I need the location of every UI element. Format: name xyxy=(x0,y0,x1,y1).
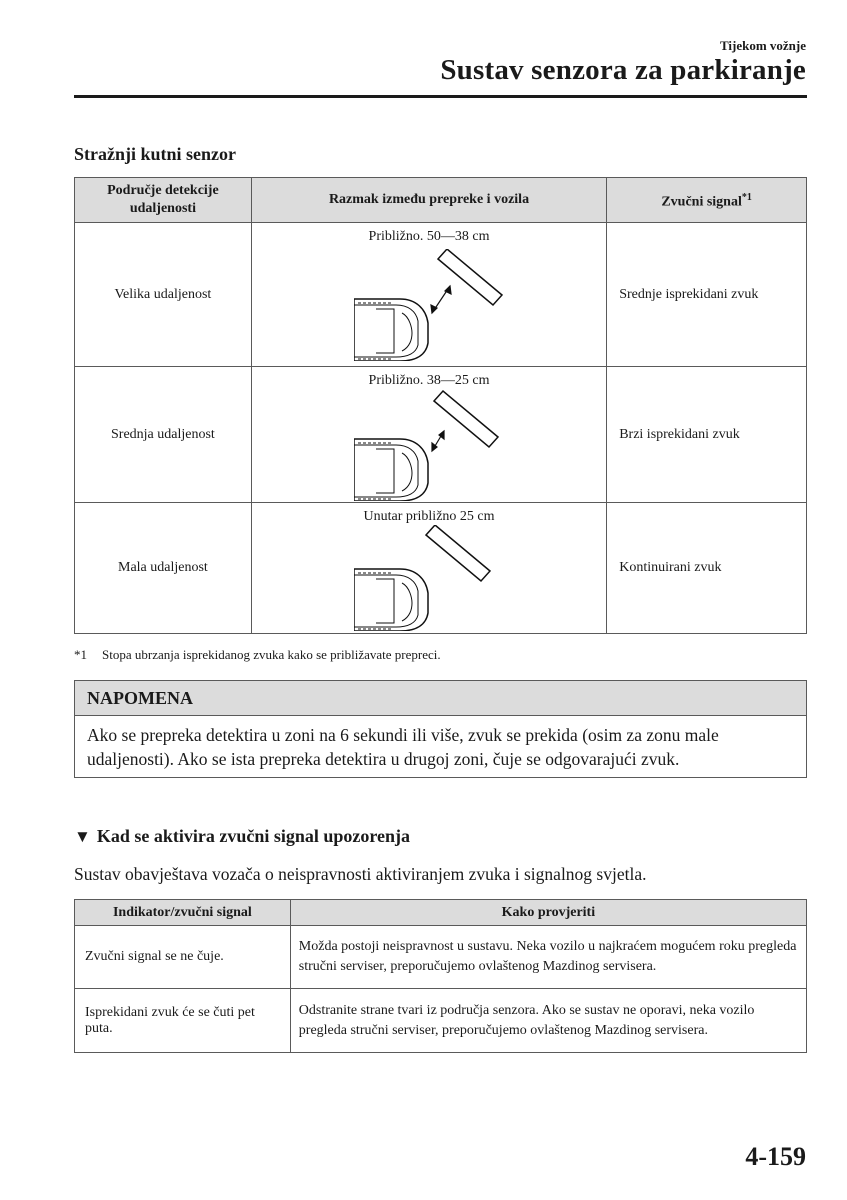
distance-label: Unutar približno 25 cm xyxy=(363,509,495,524)
indicator-cell: Isprekidani zvuk će se čuti pet puta. xyxy=(75,989,291,1053)
col-header-distance: Razmak između prepreke i vozila xyxy=(251,178,606,223)
check-cell: Možda postoji neispravnost u sustavu. Neka vozilo u najkraćem mogućem roku pregleda stručni serviser, preporučujemo ovlaštenog Mazdinog servisera. xyxy=(290,926,806,989)
subsection-heading xyxy=(74,826,410,847)
header-rule xyxy=(74,95,807,98)
col-header-signal-footnote-mark: *1 xyxy=(741,191,752,203)
col-header-zone: Područje detekcije udaljenosti xyxy=(75,178,252,223)
car-obstacle-diagram xyxy=(354,525,506,631)
col-header-signal xyxy=(607,178,807,223)
table-row xyxy=(75,926,807,989)
zone-cell: Velika udaljenost xyxy=(75,223,252,367)
zone-cell: Mala udaljenost xyxy=(75,503,252,634)
car-icon xyxy=(354,569,428,631)
distance-arrow-icon xyxy=(431,286,451,313)
obstacle-icon xyxy=(438,249,502,305)
section-heading: Stražnji kutni senzor xyxy=(74,144,236,164)
distance-arrow-icon xyxy=(432,431,444,451)
car-obstacle-diagram xyxy=(354,249,506,361)
table-row xyxy=(75,223,807,367)
triangle-bullet-icon: ▼ xyxy=(74,827,91,846)
check-table-header xyxy=(75,900,807,926)
car-icon xyxy=(354,299,428,361)
subsection-heading-text: Kad se aktivira zvučni signal upozorenja xyxy=(96,826,411,846)
note-box xyxy=(74,680,807,778)
header-section: Tijekom vožnje xyxy=(719,38,806,53)
signal-cell: Srednje isprekidani zvuk xyxy=(607,223,807,367)
note-title: NAPOMENA xyxy=(75,681,806,716)
footnote xyxy=(74,647,441,663)
table-row xyxy=(75,367,807,503)
page-number: 4-159 xyxy=(745,1142,806,1171)
distance-cell xyxy=(251,503,606,634)
sensor-table-header xyxy=(75,178,807,223)
indicator-cell: Zvučni signal se ne čuje. xyxy=(75,926,291,989)
check-table xyxy=(74,899,807,1053)
page-title: Sustav senzora za parkiranje xyxy=(440,54,806,86)
car-obstacle-diagram xyxy=(354,389,506,501)
note-body: Ako se prepreka detektira u zoni na 6 sekundi ili više, zvuk se prekida (osim za zonu male udaljenosti). Ako se ista prepreka detektira u drugoj zoni, čuje se odgovarajući zvuk. xyxy=(87,725,719,769)
footnote-mark: *1 xyxy=(74,647,87,662)
signal-cell: Kontinuirani zvuk xyxy=(607,503,807,634)
signal-cell: Brzi isprekidani zvuk xyxy=(607,367,807,503)
distance-cell xyxy=(251,367,606,503)
table-row xyxy=(75,503,807,634)
check-cell: Odstranite strane tvari iz područja senzora. Ako se sustav ne oporavi, neka vozilo pregleda stručni serviser, preporučujemo ovlaštenog Mazdinog servisera. xyxy=(290,989,806,1053)
col-header-check: Kako provjeriti xyxy=(290,900,806,926)
table-row xyxy=(75,989,807,1053)
zone-cell: Srednja udaljenost xyxy=(75,367,252,503)
sensor-table xyxy=(74,177,807,634)
distance-cell xyxy=(251,223,606,367)
footnote-text: Stopa ubrzanja isprekidanog zvuka kako se približavate prepreci. xyxy=(102,647,441,662)
car-icon xyxy=(354,439,428,501)
col-header-indicator: Indikator/zvučni signal xyxy=(75,900,291,926)
col-header-signal-label: Zvučni signal xyxy=(661,194,742,210)
distance-label: Približno. 50―38 cm xyxy=(368,229,490,244)
obstacle-icon xyxy=(426,525,490,581)
distance-label: Približno. 38―25 cm xyxy=(368,373,490,388)
intro-text: Sustav obavještava vozača o neispravnosti aktiviranjem zvuka i signalnog svjetla. xyxy=(74,864,647,884)
